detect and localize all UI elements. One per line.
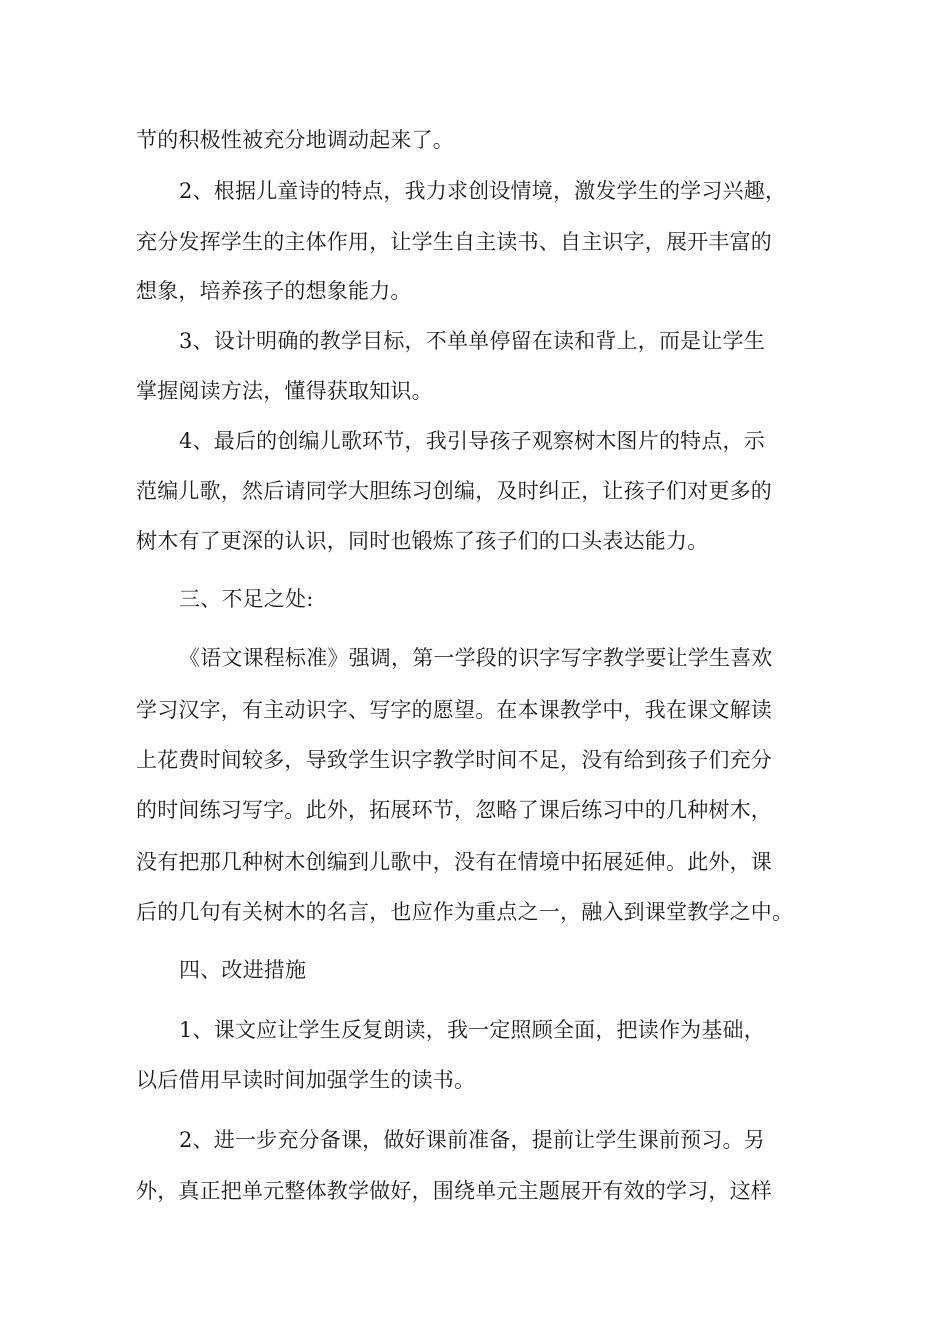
text-line: 节的积极性被充分地调动起来了。 (136, 128, 454, 152)
text-line: 范编儿歌，然后请同学大胆练习创编，及时纠正，让孩子们对更多的 (136, 479, 772, 503)
text-line: 学习汉字，有主动识字、写字的愿望。在本课教学中，我在课文解读 (136, 698, 772, 722)
text-line: 《语文课程标准》强调，第一学段的识字写字教学要让学生喜欢 (179, 646, 773, 670)
text-line: 树木有了更深的认识，同时也锻炼了孩子们的口头表达能力。 (136, 529, 709, 553)
text-line: 的时间练习写字。此外，拓展环节，忽略了课后练习中的几种树木， (136, 798, 772, 822)
text-line: 想象，培养孩子的想象能力。 (136, 279, 412, 303)
text-line: 2、根据儿童诗的特点，我力求创设情境，激发学生的学习兴趣， (179, 179, 787, 203)
text-line: 没有把那几种树木创编到儿歌中，没有在情境中拓展延伸。此外，课 (136, 850, 772, 874)
text-line: 3、设计明确的教学目标，不单单停留在读和背上，而是让学生 (179, 329, 765, 353)
section-heading: 三、不足之处: (179, 587, 314, 611)
text-line: 上花费时间较多，导致学生识字教学时间不足，没有给到孩子们充分 (136, 748, 772, 772)
text-line: 1、课文应让学生反复朗读，我一定照顾全面，把读作为基础， (179, 1018, 765, 1042)
text-line: 后的几句有关树木的名言，也应作为重点之一，融入到课堂教学之中。 (136, 900, 794, 924)
text-line: 充分发挥学生的主体作用，让学生自主读书、自主识字，展开丰富的 (136, 230, 772, 254)
text-line: 2、进一步充分备课，做好课前准备，提前让学生课前预习。另 (179, 1128, 765, 1152)
text-line: 以后借用早读时间加强学生的读书。 (136, 1068, 476, 1092)
text-line: 外，真正把单元整体教学做好，围绕单元主题展开有效的学习，这样 (136, 1179, 772, 1203)
text-line: 掌握阅读方法，懂得获取知识。 (136, 379, 433, 403)
text-line: 4、最后的创编儿歌环节，我引导孩子观察树木图片的特点，示 (179, 429, 765, 453)
section-heading: 四、改进措施 (179, 958, 307, 982)
